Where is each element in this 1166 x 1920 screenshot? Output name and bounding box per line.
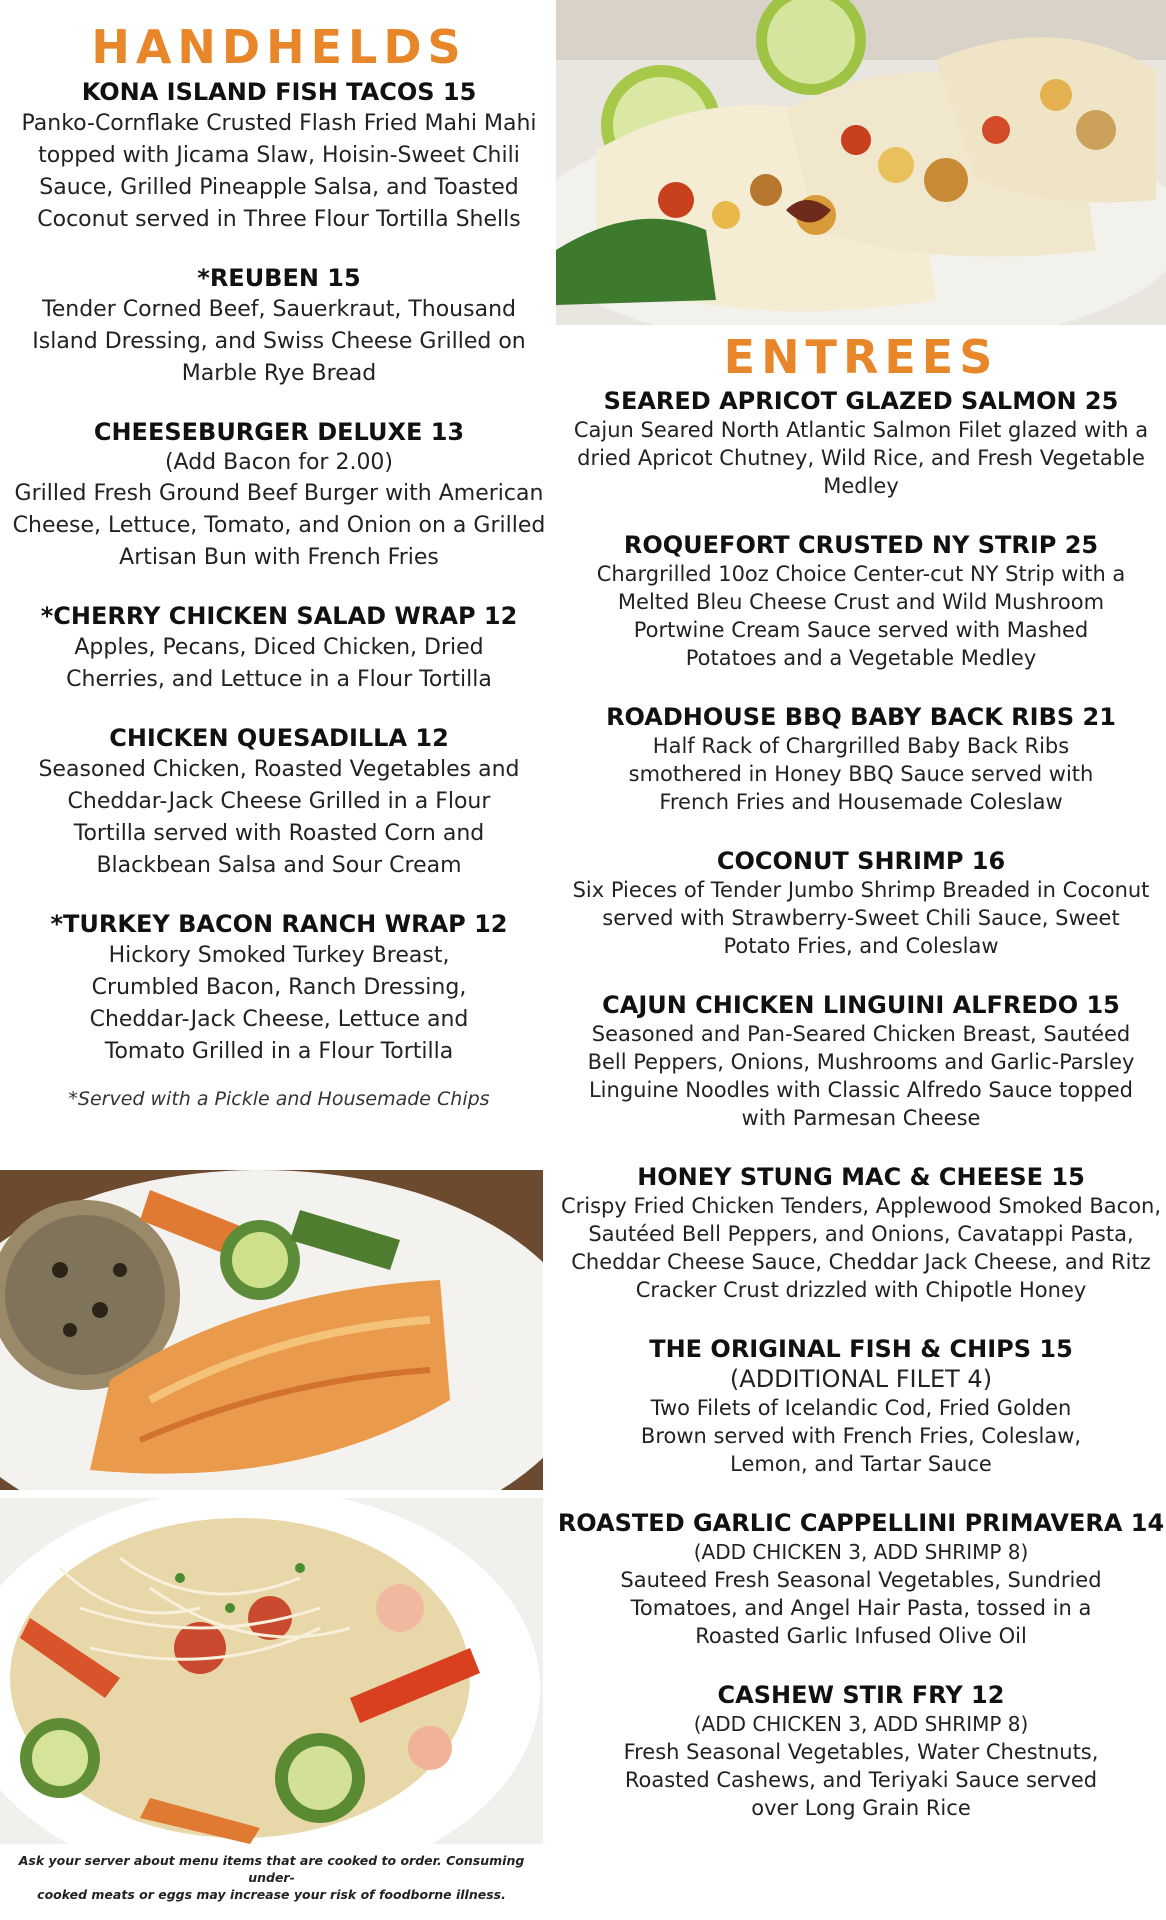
food-safety-disclaimer [0,1852,543,1903]
menu-item [556,990,1166,1132]
menu-item [0,600,558,696]
menu-item [0,722,558,882]
menu-item-description: Half Rack of Chargrilled Baby Back Ribs smothered in Honey BBQ Sauce served with French Fries and Housemade Coleslaw [628,734,1094,814]
menu-item-name: SEARED APRICOT GLAZED SALMON 25 [603,387,1119,415]
menu-item-description: Sauteed Fresh Seasonal Vegetables, Sundried Tomatoes, and Angel Hair Pasta, tossed in a Roasted Garlic Infused Olive Oil [620,1568,1102,1648]
handhelds-footnote: *Served with a Pickle and Housemade Chips [68,1088,490,1110]
pasta-primavera-photo [0,1498,543,1844]
entrees-title: ENTREES [723,330,999,384]
menu-item [0,416,558,574]
menu-item-name: CHICKEN QUESADILLA 12 [109,724,449,752]
menu-item-description: Fresh Seasonal Vegetables, Water Chestnuts, Roasted Cashews, and Teriyaki Sauce served over Long Grain Rice [623,1740,1099,1820]
menu-item-name: CAJUN CHICKEN LINGUINI ALFREDO 15 [602,991,1120,1019]
menu-item-description: Apples, Pecans, Diced Chicken, Dried Cherries, and Lettuce in a Flour Tortilla [66,635,492,692]
menu-item-name: HONEY STUNG MAC & CHEESE 15 [637,1163,1085,1191]
menu-item-name: THE ORIGINAL FISH & CHIPS 15 [649,1335,1073,1363]
menu-item-description: Hickory Smoked Turkey Breast, Crumbled Bacon, Ranch Dressing, Cheddar-Jack Cheese, Lettuce and Tomato Grilled in a Flour Tortilla [89,943,469,1064]
menu-item [556,846,1166,960]
menu-item-description: Grilled Fresh Ground Beef Burger with American Cheese, Lettuce, Tomato, and Onion on a Grilled Artisan Bun with French Fries [12,481,546,570]
menu-item [0,76,558,236]
menu-item-description: Crispy Fried Chicken Tenders, Applewood Smoked Bacon, Sautéed Bell Peppers, and Onions, Cavatappi Pasta, Cheddar Cheese Sauce, Cheddar Jack Cheese, and Ritz Cracker Crust drizzled with Chipotle Honey [560,1194,1162,1302]
menu-item [0,262,558,390]
menu-item-name: ROADHOUSE BBQ BABY BACK RIBS 21 [606,703,1116,731]
menu-item-name: *REUBEN 15 [197,264,361,292]
menu-item-description: Six Pieces of Tender Jumbo Shrimp Breaded in Coconut served with Strawberry-Sweet Chili Sauce, Sweet Potato Fries, and Coleslaw [572,878,1150,958]
menu-item [556,1508,1166,1650]
menu-item-description: Two Filets of Icelandic Cod, Fried Golden Brown served with French Fries, Coleslaw, Lemon, and Tartar Sauce [640,1396,1082,1476]
menu-item [556,702,1166,816]
menu-item [556,1680,1166,1822]
menu-item [556,1162,1166,1304]
menu-item-note: (Add Bacon for 2.00) [164,450,394,475]
handhelds-title: HANDHELDS [91,20,467,74]
menu-item-name: ROASTED GARLIC CAPPELLINI PRIMAVERA 14 [557,1509,1165,1537]
handhelds-section [0,20,558,1110]
menu-item-description: Seasoned and Pan-Seared Chicken Breast, Sautéed Bell Peppers, Onions, Mushrooms and Garlic-Parsley Linguine Noodles with Classic Alfredo Sauce topped with Parmesan Cheese [587,1022,1135,1130]
menu-item-description: Tender Corned Beef, Sauerkraut, Thousand Island Dressing, and Swiss Cheese Grilled on Marble Rye Bread [32,297,526,386]
menu-item-description: Seasoned Chicken, Roasted Vegetables and Cheddar-Jack Cheese Grilled in a Flour Tortilla served with Roasted Corn and Blackbean Salsa and Sour Cream [38,757,520,878]
fish-tacos-photo [556,0,1166,325]
menu-item-description: Chargrilled 10oz Choice Center-cut NY Strip with a Melted Bleu Cheese Crust and Wild Mushroom Portwine Cream Sauce served with Mashed Potatoes and a Vegetable Medley [596,562,1126,670]
menu-item-note: (ADD CHICKEN 3, ADD SHRIMP 8) [693,1540,1029,1564]
menu-item [556,386,1166,500]
menu-item-name: *TURKEY BACON RANCH WRAP 12 [50,910,508,938]
menu-item-name: CHEESEBURGER DELUXE 13 [93,418,465,446]
menu-item-name: COCONUT SHRIMP 16 [716,847,1006,875]
menu-item-description: Cajun Seared North Atlantic Salmon Filet glazed with a dried Apricot Chutney, Wild Rice, and Fresh Vegetable Medley [573,418,1149,498]
menu-item-name: ROQUEFORT CRUSTED NY STRIP 25 [623,531,1099,559]
menu-item [0,908,558,1068]
menu-item [556,530,1166,672]
menu-item-note: (ADD CHICKEN 3, ADD SHRIMP 8) [693,1712,1029,1736]
menu-item-name: KONA ISLAND FISH TACOS 15 [81,78,477,106]
disclaimer-line: cooked meats or eggs may increase your risk of foodborne illness. [37,1887,506,1902]
salmon-plate-photo [0,1170,543,1490]
menu-item-name: *CHERRY CHICKEN SALAD WRAP 12 [40,602,518,630]
menu-item-note: (ADDITIONAL FILET 4) [729,1365,993,1393]
menu-item-name: CASHEW STIR FRY 12 [717,1681,1005,1709]
entrees-section [556,330,1166,1852]
menu-item-description: Panko-Cornflake Crusted Flash Fried Mahi Mahi topped with Jicama Slaw, Hoisin-Sweet Chili Sauce, Grilled Pineapple Salsa, and Toasted Coconut served in Three Flour Tortilla Shells [21,111,537,232]
disclaimer-line: Ask your server about menu items that are cooked to order. Consuming under- [18,1853,525,1885]
menu-item [556,1334,1166,1478]
